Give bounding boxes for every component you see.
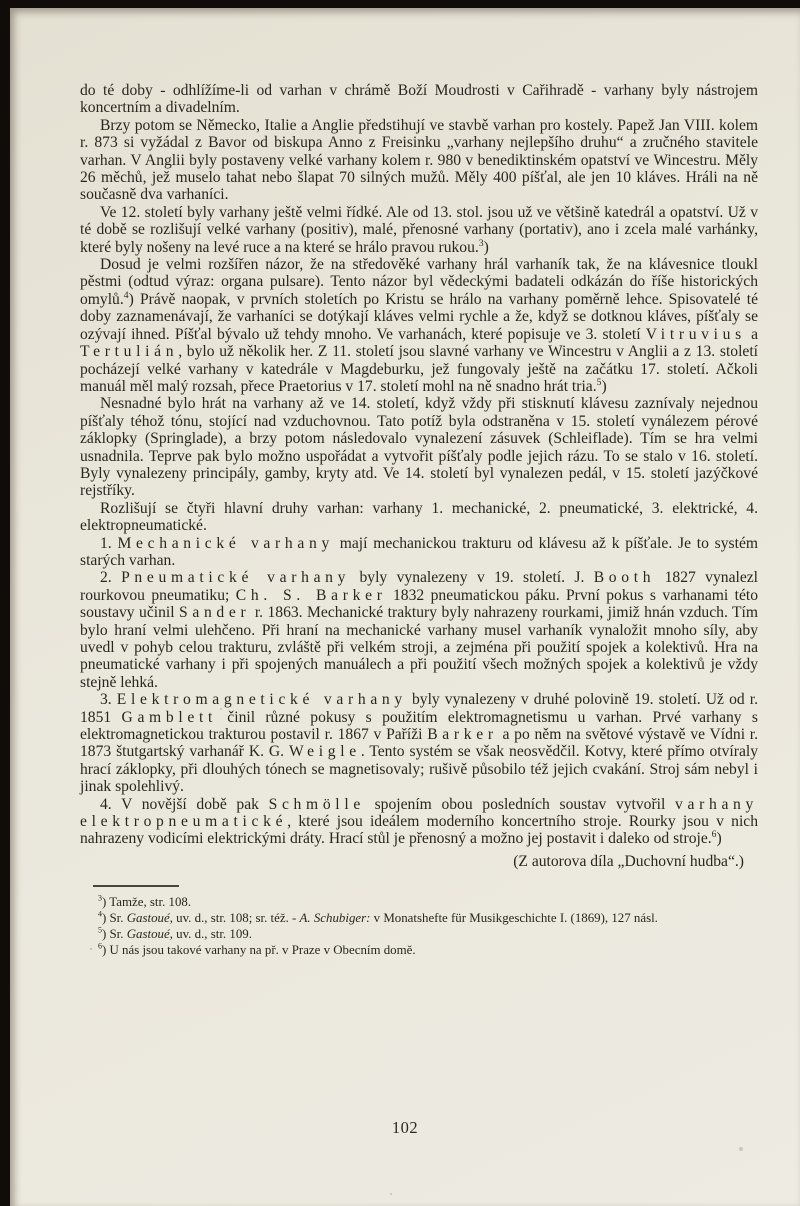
text-run: , uv. d., str. 108; sr. též. - <box>169 911 300 926</box>
closing-attribution: (Z autorova díla „Duchovní hudba“.) <box>513 852 744 870</box>
spaced-text-run: Schmölle <box>268 795 365 813</box>
scanned-page <box>10 8 800 1206</box>
footnote-marker: 3 <box>98 893 102 903</box>
paragraph <box>80 204 758 256</box>
italic-text-run: Gastoué <box>126 911 170 926</box>
footnote-marker: 6 <box>711 829 717 841</box>
text-run: v Monatshefte für Musikgeschichte I. (1869), 127 násl. <box>370 911 658 926</box>
spaced-text-run: varhany elektropneumatické <box>80 795 758 831</box>
italic-text-run: Gastoué <box>126 927 170 942</box>
text-run: 2. <box>100 569 122 587</box>
footnote-separator-rule <box>93 885 179 887</box>
paragraph <box>80 82 758 117</box>
paragraph <box>80 256 758 395</box>
text-run: a <box>745 325 759 343</box>
text-run: , uv. d., str. 109. <box>169 927 252 942</box>
spaced-text-run: Sander <box>178 604 251 622</box>
text-run: 1832 pneumatickou páku. První pokus s varhanami této soustavy učinil <box>80 586 759 622</box>
text-run: , bylo už několik her. Z 11. století jsou slavné varhany ve Wincestru v Anglii a z 13. století pocházejí velké varhany v katedrále v Magdeburku, jež fungovaly ještě na začátku 17. století. Ačkoli manuál měl malý rozsah, přece Praetorius v 17. století mohl na ně snadno hrát tria. <box>80 343 758 395</box>
text-run: 1827 vynalezl rourkovou pneumatiku; <box>80 569 758 604</box>
page-number: 102 <box>391 1118 419 1137</box>
footnote-marker: 4 <box>123 289 129 301</box>
spaced-text-run: Barker <box>427 726 498 744</box>
text-run: činil různé pokusy s použitím elektromagnetismu u varhan. Prvé varhany s elektromagnetickou trakturou postavil r. 1867 v Paříži <box>80 708 758 744</box>
paragraph <box>80 569 758 691</box>
text-run: a po něm na světové výstavě ve Vídni r. 1873 štutgartský varhanář K. G. <box>80 726 759 761</box>
footnote-marker: 6 <box>98 941 102 951</box>
text-run: ) <box>716 830 722 848</box>
footnotes <box>80 894 758 958</box>
spaced-text-run: Booth <box>593 569 656 587</box>
text-run: r. 1863. Mechanické traktury byly nahrazeny rourkami, jimiž hnán vzduch. Tím bylo hraní velmi ulehčeno. Při hraní na mechanické varhany musel varhaník vynaložit mnoho síly, aby uvedl v pohyb celou trakturu, zvláště při velkém stroji, a zejména při použití spojek a kolektivů. Hra na pneumatické varhany i při spojených manuálech a při použití všech možných spojek a kolektivů je vždy stejně lehká. <box>80 604 758 691</box>
text-run: byly vynalezeny v druhé polovině 19. století. Už od r. 1851 <box>80 691 758 726</box>
paragraph <box>80 691 758 795</box>
italic-text-run: A. Schubiger: <box>299 911 371 926</box>
footnote-marker: 3 <box>478 237 484 249</box>
text-run: ) Tamže, str. 108. <box>102 895 192 910</box>
text-run: ) Právě naopak, v prvních stoletích po Kristu se hrálo na varhany poměrně lehce. Spisovatelé té doby zaznamenávají, že varhaníci se dotýkají kláves velmi rychle a že, když se dotknou kláves, píšťaly se ozývají ihned. Píšťal bývalo už tehdy mnoho. Ve varhanách, které popisuje ve 3. století <box>80 290 758 343</box>
footnote-marker: 5 <box>596 376 602 388</box>
spaced-text-run: Vitruvius <box>645 325 746 343</box>
text-run: ) Sr. <box>102 911 127 926</box>
text-run: Dosud je velmi rozšířen názor, že na středověké varhany hrál varhaník tak, že na klávesnice tloukl pěstmi (odtud výraz: organa pulsare). Tento názor byl vědeckými badateli odkázán do říše historických omylů. <box>80 256 758 308</box>
text-run: ) Sr. <box>102 927 127 942</box>
spaced-text-run: Mechanické varhany <box>117 534 334 552</box>
footnote-marker: 5 <box>98 925 102 935</box>
text-run: . Tento systém se však neosvědčil. Kotvy, které přímo otvíraly hrací záklopky, při dlouhých tónech se magnetisovaly; rušivě působilo též jejich cvakání. Stroj sám nebyl i jinak spolehlivý. <box>80 743 758 796</box>
text-run: ) <box>483 238 489 256</box>
text-run: spojením obou posledních soustav vytvořil <box>364 795 676 813</box>
paragraph <box>80 535 758 570</box>
spaced-text-run: Tertulián <box>80 343 179 361</box>
page-content <box>80 82 758 958</box>
text-run: , které jsou ideálem moderního koncertního stroje. Rourky jsou v nich nahrazeny vodicími elektrickými dráty. Hrací stůl je přenosný a možno jej postavit i daleko od stroje. <box>80 813 758 848</box>
text-run: mají mechanickou trakturu od klávesu až k píšťale. Je to systém starých varhan. <box>80 534 758 569</box>
text-run: Nesnadné bylo hrát na varhany až ve 14. století, když vždy při stisknutí klávesu zaznívaly nejednou píšťaly téhož tónu, stojící nad vzduchovnou. Tato potíž byla odstraněna v 15. století vynálezem pérové záklopky (Springlade), a brzy potom následovalo vynalezení zásuvek (Schleiflade). Tím se hra velmi usnadnila. Teprve pak bylo možno uspořádat a vytvořit píšťaly podle jejich rázu. To se stalo v 16. století. Byly vynalezeny principály, gamby, kryty atd. Ve 14. století byl vynalezen pedál, v 15. století jazýčkové rejstříky. <box>80 395 758 500</box>
footnote <box>80 942 758 958</box>
footnote <box>80 910 758 926</box>
text-run: 3. <box>100 691 117 709</box>
text-run: Rozlišují se čtyři hlavní druhy varhan: varhany 1. mechanické, 2. pneumatické, 3. elektrické, 4. elektropneumatické. <box>80 499 758 535</box>
text-run: do té doby - odhlížíme-li od varhan v chrámě Boží Moudrosti v Cařihradě - varhany byly nástrojem koncertním a divadelním. <box>80 82 758 117</box>
text-run: 1. <box>100 534 118 552</box>
paragraph <box>80 117 758 204</box>
text-run: byly vynalezeny v 19. století. J. <box>350 569 594 587</box>
spaced-text-run: Weigle <box>288 743 361 761</box>
paragraph <box>80 395 758 499</box>
paragraph <box>80 500 758 535</box>
paragraph <box>80 796 758 848</box>
text-run: Ve 12. století byly varhany ještě velmi řídké. Ale od 13. stol. jsou už ve většině katedrál a opatství. Už v té době se rozlišují velké varhany (positiv), malé, přenosné varhany (portativ), ano i zcela malé varhánky, které byly nošeny na levé ruce a na které se hrálo pravou rukou. <box>80 203 758 256</box>
footnote <box>80 926 758 942</box>
footnote-marker: 4 <box>98 909 102 919</box>
text-run: ) <box>601 377 607 395</box>
spaced-text-run: Elektromagnetické varhany <box>116 691 407 709</box>
text-run: 4. V novější době pak <box>100 795 269 813</box>
spaced-text-run: Pneumatické varhany <box>121 569 351 587</box>
spaced-text-run: Ch. S. Barker <box>235 586 387 604</box>
body-text <box>80 82 758 848</box>
text-run: Brzy potom se Německo, Italie a Anglie předstihují ve stavbě varhan pro kostely. Papež Jan VIII. kolem r. 873 si vyžádal z Bavor od biskupa Anno z Freisinku „varhany nejlepšího druhu“ a zručného stavitele varhan. V Anglii byly postaveny velké varhany kolem r. 980 v benediktinském opatství ve Wincestru. Měly 26 měchů, jež muselo tahat nebo šlapat 70 silných mužů. Měly 400 píšťal, ale jen 10 kláves. Hráli na ně současně dva varhaníci. <box>80 116 758 204</box>
footnote <box>80 894 758 910</box>
text-run: ) U nás jsou takové varhany na př. v Praze v Obecním domě. <box>102 943 416 958</box>
spaced-text-run: Gamblett <box>121 708 217 726</box>
